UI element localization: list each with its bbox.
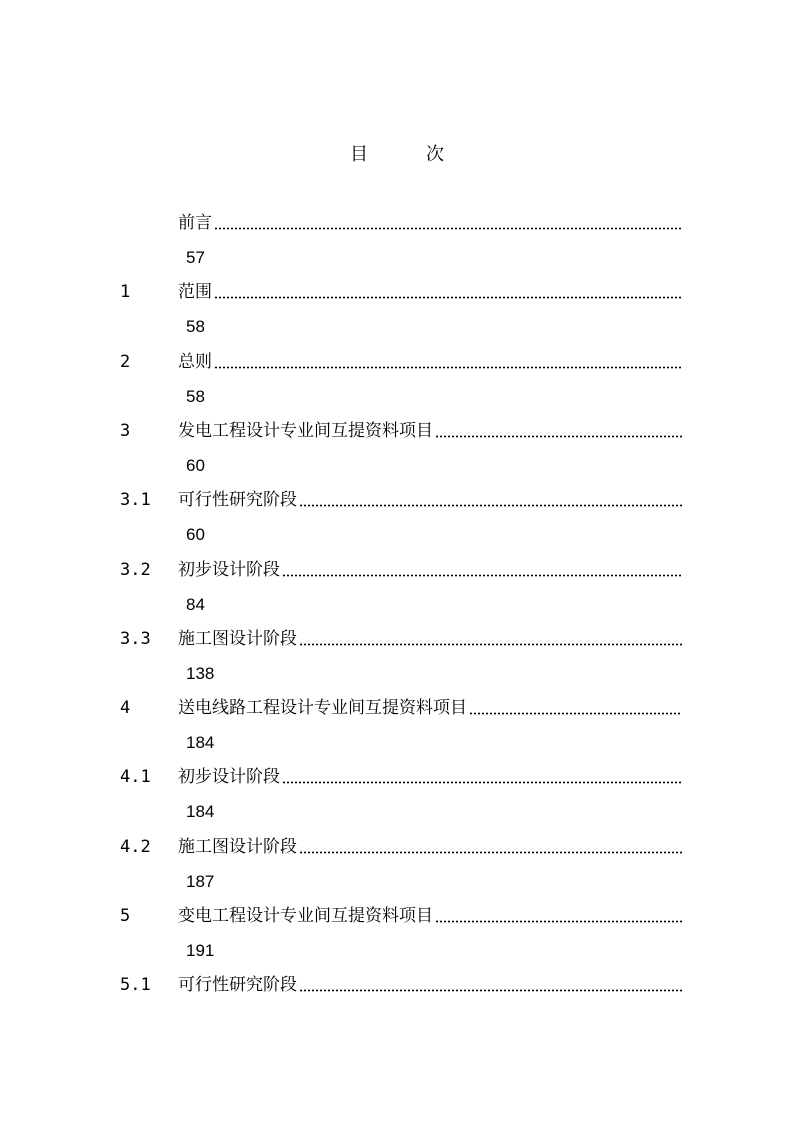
toc-dot-leader (299, 989, 682, 992)
toc-dot-leader (282, 574, 682, 577)
toc-entry-page: 58 (186, 386, 205, 406)
toc-entry-line (178, 489, 682, 511)
toc-entry[interactable] (0, 905, 794, 960)
toc-entry-page: 57 (186, 248, 205, 267)
toc-entry-page: 60 (186, 525, 205, 545)
toc-entry-number: 1 (120, 282, 131, 303)
toc-entry-title[interactable]: 可行性研究阶段 (178, 490, 297, 511)
toc-entry-number: 5 (120, 906, 131, 926)
toc-entry-line (178, 836, 682, 858)
page-title (0, 140, 794, 166)
toc-entry[interactable] (0, 697, 794, 753)
toc-entry[interactable] (0, 489, 794, 545)
toc-entry-title[interactable]: 施工图设计阶段 (178, 628, 297, 649)
toc-entry[interactable] (0, 281, 794, 337)
toc-entry-line (178, 628, 682, 650)
toc-entry-line (178, 766, 682, 788)
toc-entry-number: 2 (120, 351, 131, 372)
toc-dot-leader (469, 712, 682, 715)
toc-entry-page: 191 (186, 941, 215, 960)
toc-entry-line (178, 351, 682, 373)
toc-entry-page: 184 (186, 802, 215, 822)
toc-entry[interactable] (0, 420, 794, 475)
toc-entry-line (178, 212, 682, 234)
toc-entry-number: 3.2 (120, 559, 151, 580)
toc-entry-line (178, 974, 682, 996)
toc-entry-number: 4 (120, 698, 131, 719)
toc-entry-title[interactable]: 变电工程设计专业间互提资料项目 (178, 906, 433, 926)
toc-entry[interactable] (0, 628, 794, 683)
toc-entry-line (178, 559, 682, 581)
toc-entry[interactable] (0, 212, 794, 267)
toc-dot-leader (214, 227, 682, 230)
toc-entry-page: 84 (186, 594, 205, 614)
toc-entry-number: 4.2 (120, 836, 151, 857)
title-part-1: 目 (350, 144, 368, 165)
toc-entry-line (178, 697, 682, 719)
toc-dot-leader (282, 781, 682, 784)
toc-entry[interactable] (0, 836, 794, 891)
toc-entry-number: 3.1 (120, 490, 151, 511)
toc-entry[interactable] (0, 974, 794, 1010)
toc-entry-number: 3 (120, 420, 131, 441)
toc-entry-line (178, 420, 682, 442)
toc-entry-page: 187 (186, 871, 215, 891)
toc-entry-number: 5.1 (120, 975, 151, 996)
toc-entry-title[interactable]: 范围 (178, 282, 212, 303)
toc-entry[interactable] (0, 351, 794, 406)
toc-entry-number: 4.1 (120, 767, 151, 788)
toc-entry-title[interactable]: 发电工程设计专业间互提资料项目 (178, 420, 433, 441)
toc-entry-page: 60 (186, 455, 205, 475)
toc-entry-number: 3.3 (120, 628, 151, 649)
toc-dot-leader (299, 851, 682, 854)
toc-entry-title[interactable]: 施工图设计阶段 (178, 836, 297, 857)
toc-dot-leader (214, 296, 682, 299)
toc-entry-line (178, 281, 682, 303)
toc-entry[interactable] (0, 766, 794, 822)
toc-entry-page: 184 (186, 733, 215, 753)
toc-entry-title[interactable]: 前言 (178, 213, 212, 233)
toc-entry-page: 138 (186, 663, 215, 683)
toc-entry[interactable] (0, 559, 794, 614)
toc-entry-line (178, 905, 682, 927)
toc-dot-leader (435, 435, 682, 438)
toc-entry-title[interactable]: 总则 (178, 351, 212, 372)
toc-entry-page: 58 (186, 317, 205, 337)
toc-dot-leader (299, 504, 682, 507)
toc-dot-leader (214, 366, 682, 369)
toc-entry-title[interactable]: 初步设计阶段 (178, 559, 280, 580)
toc-dot-leader (435, 920, 682, 923)
title-part-2: 次 (426, 144, 444, 165)
toc-entry-title[interactable]: 送电线路工程设计专业间互提资料项目 (178, 698, 467, 719)
toc-entry-title[interactable]: 可行性研究阶段 (178, 975, 297, 996)
toc-dot-leader (299, 643, 682, 646)
toc-entry-title[interactable]: 初步设计阶段 (178, 767, 280, 788)
